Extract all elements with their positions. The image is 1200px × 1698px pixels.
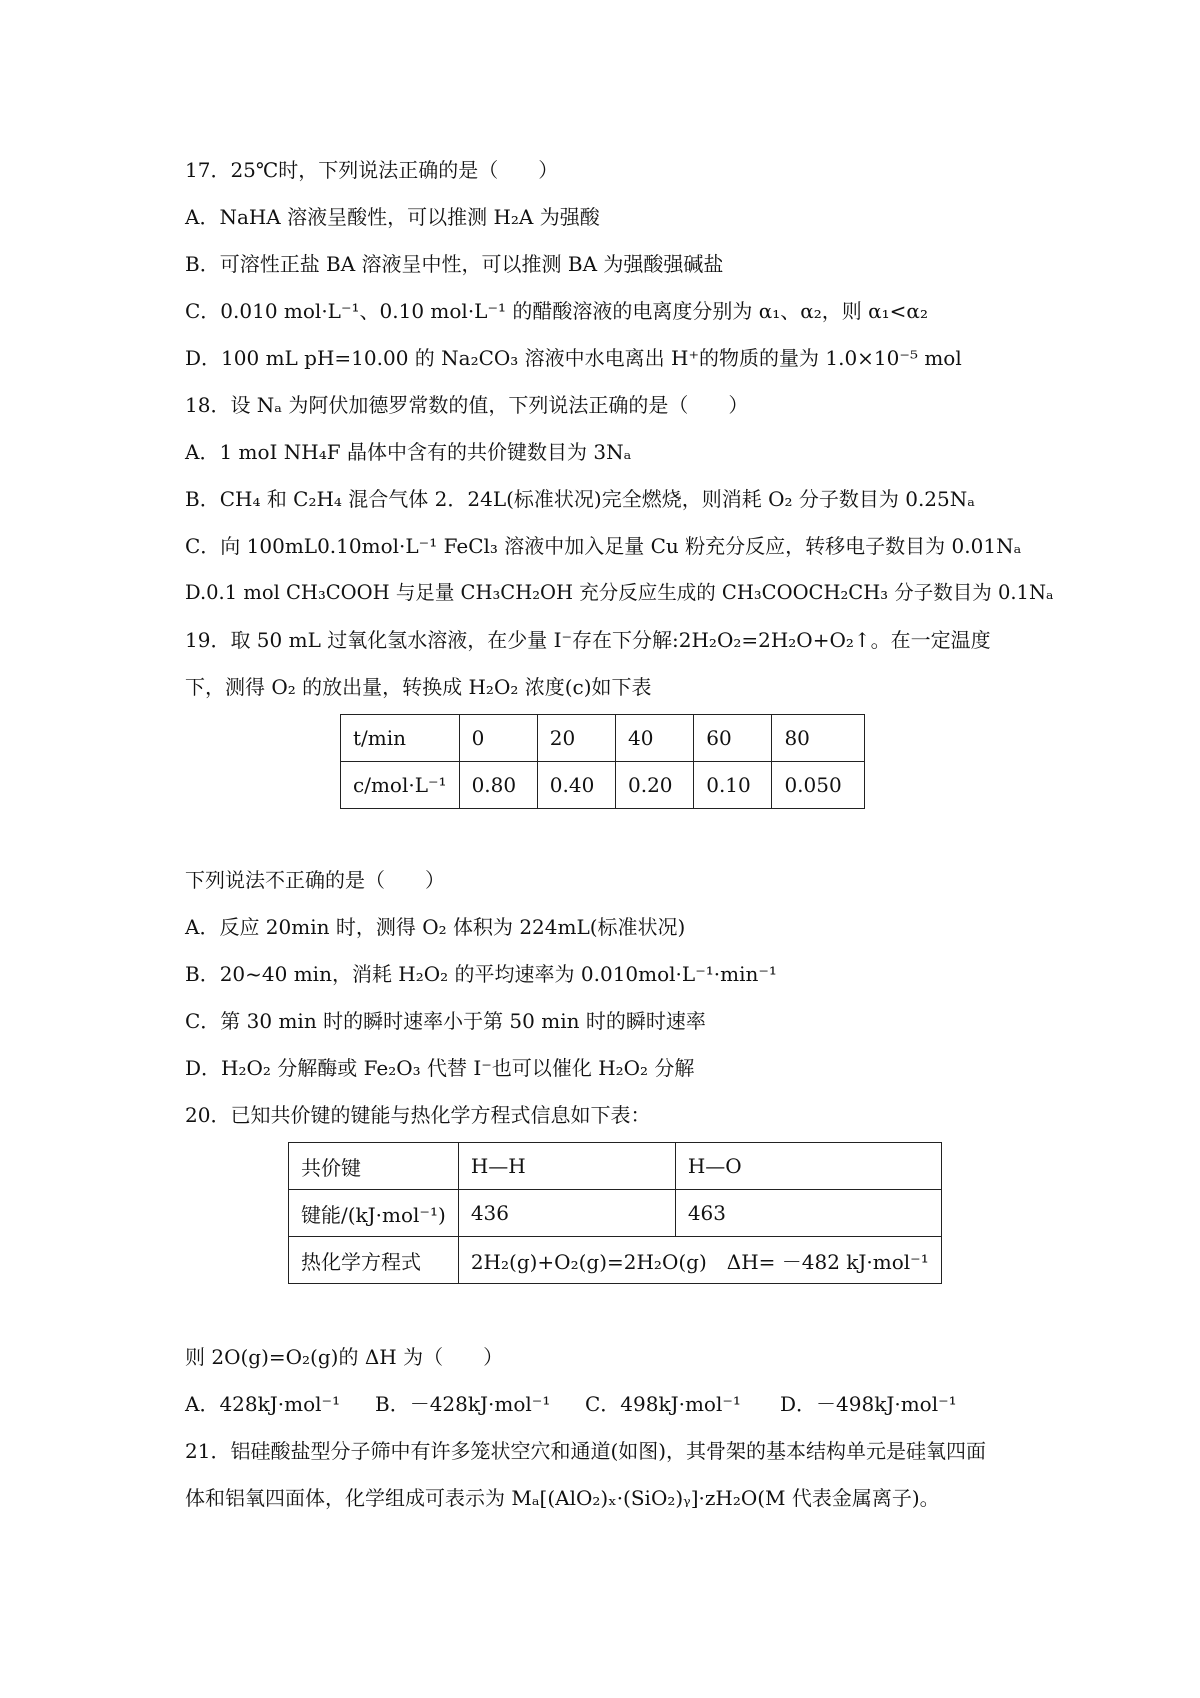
- q17-option-a: A．NaHA 溶液呈酸性，可以推测 H₂A 为强酸: [185, 205, 600, 229]
- table-cell: 共价键: [289, 1143, 459, 1190]
- q19-option-b: B．20~40 min，消耗 H₂O₂ 的平均速率为 0.010mol·L⁻¹·min⁻¹: [185, 962, 777, 986]
- table-cell: 0.10: [694, 762, 772, 809]
- table-cell: 键能/(kJ·mol⁻¹): [289, 1190, 459, 1237]
- table-row: [289, 1237, 942, 1284]
- q20-options: [185, 1390, 957, 1418]
- table-cell: 0.20: [616, 762, 694, 809]
- q19-option-a: A．反应 20min 时，测得 O₂ 体积为 224mL(标准状况): [185, 915, 686, 939]
- table-cell: 0.050: [772, 762, 865, 809]
- table-cell: H—O: [675, 1143, 941, 1190]
- q19-stem-line2: 下，测得 O₂ 的放出量，转换成 H₂O₂ 浓度(c)如下表: [185, 675, 652, 699]
- q20-bond-table: [288, 1142, 942, 1284]
- table-cell: 463: [675, 1190, 941, 1237]
- table-cell: 0.80: [459, 762, 537, 809]
- q17-option-b: B．可溶性正盐 BA 溶液呈中性，可以推测 BA 为强酸强碱盐: [185, 252, 724, 276]
- q19-stem-line1: 19．取 50 mL 过氧化氢水溶液，在少量 I⁻存在下分解:2H₂O₂=2H₂O+O₂↑。在一定温度: [185, 628, 991, 652]
- q18-stem: 18．设 Nₐ 为阿伏加德罗常数的值，下列说法正确的是（ ）: [185, 393, 749, 417]
- q20-option-a: A．428kJ·mol⁻¹: [185, 1392, 341, 1416]
- table-cell: 0: [459, 715, 537, 762]
- q20-option-d: D．－498kJ·mol⁻¹: [780, 1392, 957, 1416]
- table-row: [289, 1143, 942, 1190]
- q18-option-a: A．1 moI NH₄F 晶体中含有的共价键数目为 3Nₐ: [185, 440, 632, 464]
- table-cell: H—H: [458, 1143, 675, 1190]
- table-cell: 20: [537, 715, 615, 762]
- table-row: [341, 762, 865, 809]
- table-cell: c/mol·L⁻¹: [341, 762, 460, 809]
- table-cell: 436: [458, 1190, 675, 1237]
- q20-option-c: C．498kJ·mol⁻¹: [585, 1392, 741, 1416]
- q19-data-table: [340, 714, 865, 809]
- q21-stem-line1: 21．铝硅酸盐型分子筛中有许多笼状空穴和通道(如图)，其骨架的基本结构单元是硅氧四面: [185, 1439, 987, 1463]
- table-row: [341, 715, 865, 762]
- q18-option-d: D.0.1 mol CH₃COOH 与足量 CH₃CH₂OH 充分反应生成的 CH₃COOCH₂CH₃ 分子数目为 0.1Nₐ: [185, 581, 1054, 604]
- q20-question: 则 2O(g)=O₂(g)的 ΔH 为（ ）: [185, 1345, 504, 1369]
- q19-option-c: C．第 30 min 时的瞬时速率小于第 50 min 时的瞬时速率: [185, 1009, 706, 1033]
- table-cell: 40: [616, 715, 694, 762]
- q17-option-c: C．0.010 mol·L⁻¹、0.10 mol·L⁻¹ 的醋酸溶液的电离度分别为 α₁、α₂，则 α₁<α₂: [185, 299, 928, 323]
- q20-option-b: B．－428kJ·mol⁻¹: [375, 1392, 551, 1416]
- q20-stem: 20．已知共价键的键能与热化学方程式信息如下表：: [185, 1103, 651, 1127]
- q17-option-d: D．100 mL pH=10.00 的 Na₂CO₃ 溶液中水电离出 H⁺的物质的量为 1.0×10⁻⁵ mol: [185, 346, 962, 370]
- q19-option-d: D．H₂O₂ 分解酶或 Fe₂O₃ 代替 I⁻也可以催化 H₂O₂ 分解: [185, 1056, 695, 1080]
- q21-stem-line2: 体和铝氧四面体，化学组成可表示为 Mₐ[(AlO₂)ₓ·(SiO₂)ᵧ]·zH₂O(M 代表金属离子)。: [185, 1486, 940, 1510]
- q19-question: 下列说法不正确的是（ ）: [185, 868, 445, 892]
- table-cell: t/min: [341, 715, 460, 762]
- table-cell: 80: [772, 715, 865, 762]
- table-cell: 热化学方程式: [289, 1237, 459, 1284]
- table-cell: 0.40: [537, 762, 615, 809]
- table-cell: 60: [694, 715, 772, 762]
- q18-option-c: C．向 100mL0.10mol·L⁻¹ FeCl₃ 溶液中加入足量 Cu 粉充分反应，转移电子数目为 0.01Nₐ: [185, 534, 1022, 558]
- q18-option-b: B．CH₄ 和 C₂H₄ 混合气体 2．24L(标准状况)完全燃烧，则消耗 O₂ 分子数目为 0.25Nₐ: [185, 487, 975, 511]
- table-row: [289, 1190, 942, 1237]
- q17-stem: 17．25℃时，下列说法正确的是（ ）: [185, 158, 559, 182]
- table-cell: 2H₂(g)+O₂(g)=2H₂O(g) ΔH= －482 kJ·mol⁻¹: [458, 1237, 941, 1284]
